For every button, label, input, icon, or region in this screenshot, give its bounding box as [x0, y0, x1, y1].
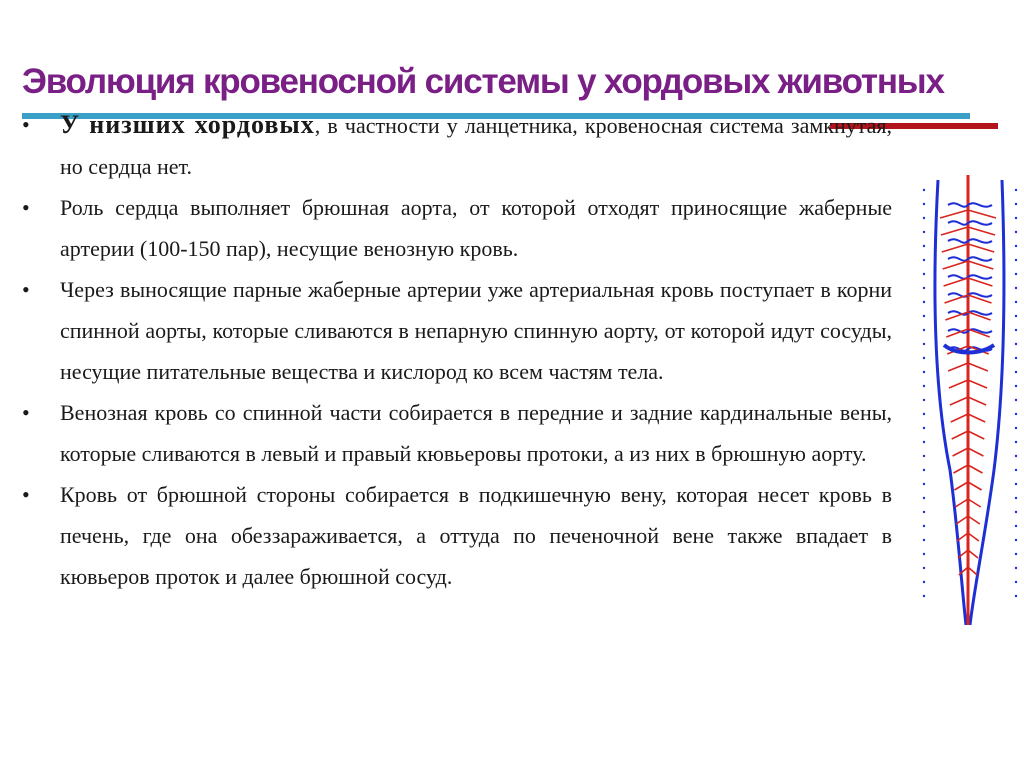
- vein-dot: [923, 497, 925, 499]
- gill-artery-loop: [968, 203, 992, 206]
- bullet-text: , в частности у ланцетника, кровеносная система замкнутая, но сердца нет.: [60, 113, 892, 179]
- segmental-artery: [968, 448, 983, 456]
- vein-dot: [923, 245, 925, 247]
- vein-dot: [1015, 553, 1017, 555]
- vein-dot: [1015, 329, 1017, 331]
- segmental-artery: [953, 448, 968, 456]
- segmental-artery: [954, 482, 968, 490]
- segmental-artery: [968, 533, 979, 541]
- vein-dot: [1015, 245, 1017, 247]
- segmental-artery: [948, 363, 968, 371]
- vein-dot: [923, 553, 925, 555]
- vein-dot: [1015, 539, 1017, 541]
- vein-dot: [1015, 427, 1017, 429]
- vein-dot: [1015, 525, 1017, 527]
- vein-dot: [923, 189, 925, 191]
- vein-dot: [923, 329, 925, 331]
- vein-dot: [1015, 189, 1017, 191]
- segmental-artery: [942, 244, 968, 252]
- gill-artery-loop: [948, 257, 968, 260]
- vein-dot: [1015, 567, 1017, 569]
- vein-dot: [923, 371, 925, 373]
- vein-dot: [1015, 469, 1017, 471]
- bullet-item: [22, 269, 892, 392]
- segmental-artery: [943, 261, 968, 269]
- bullet-marker: •: [22, 112, 30, 137]
- vein-dot: [923, 581, 925, 583]
- bullet-text: Через выносящие парные жаберные артерии уже артериальная кровь поступает в корни спинной аорты, которые сливаются в непарную спинную аорту, от которой идут сосуды, несущие питательные вещества и кислород ко всем частям тела.: [60, 277, 892, 384]
- segmental-artery: [952, 431, 968, 439]
- segmental-artery: [955, 499, 968, 507]
- segmental-artery: [968, 244, 994, 252]
- vein-dot: [1015, 497, 1017, 499]
- vein-dot: [923, 357, 925, 359]
- segmental-artery: [968, 414, 985, 422]
- bullet-list: [22, 104, 892, 597]
- bullet-item: [22, 474, 892, 597]
- vein-dot: [1015, 399, 1017, 401]
- gill-artery-loop: [948, 221, 968, 224]
- segmental-artery: [968, 380, 987, 388]
- segmental-artery: [968, 363, 988, 371]
- segmental-artery: [949, 380, 968, 388]
- vein-dot: [1015, 203, 1017, 205]
- vein-dot: [1015, 441, 1017, 443]
- vein-dot: [923, 525, 925, 527]
- vein-dot: [1015, 413, 1017, 415]
- segmental-artery: [951, 414, 968, 422]
- segmental-artery: [968, 465, 983, 473]
- vein-dot: [923, 203, 925, 205]
- bullet-marker: •: [22, 195, 30, 220]
- vein-dot: [1015, 371, 1017, 373]
- vein-dot: [923, 413, 925, 415]
- gill-artery-loop: [968, 275, 992, 278]
- gill-artery-loop: [968, 257, 992, 260]
- bullet-marker: •: [22, 482, 30, 507]
- vein-dot: [1015, 301, 1017, 303]
- vein-dot: [923, 511, 925, 513]
- bullet-text: Венозная кровь со спинной части собирается в передние и задние кардинальные вены, которые сливаются в левый и правый кювьеровы протоки, а из них в брюшную аорту.: [60, 400, 892, 466]
- vein-dot: [923, 469, 925, 471]
- bullet-item: [22, 187, 892, 269]
- vein-dot: [1015, 511, 1017, 513]
- segmental-artery: [945, 295, 969, 303]
- vein-dot: [923, 315, 925, 317]
- vein-dot: [1015, 287, 1017, 289]
- vein-dot: [923, 343, 925, 345]
- gill-artery-loop: [948, 203, 968, 206]
- segmental-artery: [941, 227, 968, 235]
- vein-dot: [923, 231, 925, 233]
- bullet-text: Роль сердца выполняет брюшная аорта, от которой отходят приносящие жаберные артерии (100-150 пар), несущие венозную кровь.: [60, 195, 892, 261]
- segmental-artery: [968, 227, 995, 235]
- vein-dot: [923, 539, 925, 541]
- segmental-artery: [968, 482, 982, 490]
- segmental-artery: [968, 499, 981, 507]
- vein-dot: [1015, 483, 1017, 485]
- vein-dot: [923, 567, 925, 569]
- vein-dot: [1015, 455, 1017, 457]
- vein-dot: [923, 273, 925, 275]
- segmental-artery: [968, 210, 996, 218]
- gill-artery-loop: [968, 239, 992, 242]
- vein-dot: [1015, 595, 1017, 597]
- vein-dot: [923, 595, 925, 597]
- vein-dot: [923, 441, 925, 443]
- gill-artery-loop: [948, 239, 968, 242]
- vein-dot: [923, 287, 925, 289]
- gill-artery-loop: [968, 221, 992, 224]
- bullet-marker: •: [22, 277, 30, 302]
- vein-dot: [1015, 385, 1017, 387]
- vein-dot: [1015, 581, 1017, 583]
- vein-dot: [923, 427, 925, 429]
- vein-dot: [923, 217, 925, 219]
- segmental-artery: [944, 278, 968, 286]
- bullet-text: Кровь от брюшной стороны собирается в подкишечную вену, которая несет кровь в печень, где она обеззараживается, а оттуда по печеночной вене также впадает в кювьеров проток и далее брюшной сосуд.: [60, 482, 892, 589]
- vein-dot: [1015, 357, 1017, 359]
- segmental-artery: [954, 465, 969, 473]
- vein-dot: [1015, 217, 1017, 219]
- vein-dot: [923, 385, 925, 387]
- vein-dot: [923, 301, 925, 303]
- bullet-item: [22, 392, 892, 474]
- vein-dot: [923, 483, 925, 485]
- lancelet-circulatory-diagram: [910, 170, 1024, 630]
- vein-dot: [1015, 315, 1017, 317]
- segmental-artery: [968, 431, 984, 439]
- vein-dot: [1015, 343, 1017, 345]
- vein-dot: [1015, 273, 1017, 275]
- vein-dot: [923, 455, 925, 457]
- segmental-artery: [968, 261, 993, 269]
- segmental-artery: [968, 516, 980, 524]
- vein-dot: [1015, 259, 1017, 261]
- segmental-artery: [950, 397, 968, 405]
- vein-dot: [1015, 231, 1017, 233]
- bullet-lead-bold: У низших хордовых: [60, 110, 315, 139]
- vein-dot: [923, 259, 925, 261]
- segmental-artery: [968, 397, 986, 405]
- bullet-marker: •: [22, 400, 30, 425]
- slide-title: Эволюция кровеносной системы у хордовых животных: [22, 62, 944, 101]
- bullet-item: [22, 104, 892, 187]
- segmental-artery: [956, 516, 968, 524]
- segmental-artery: [940, 210, 968, 218]
- vein-dot: [923, 399, 925, 401]
